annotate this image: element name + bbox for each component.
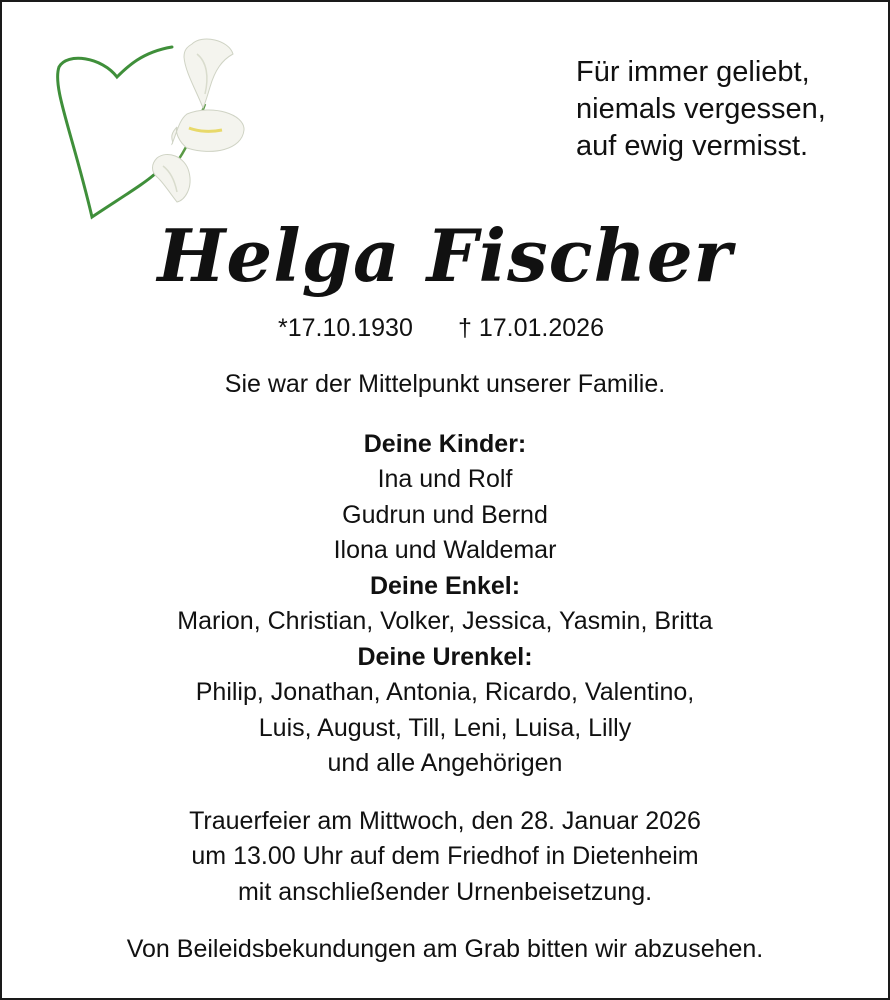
death-date: † 17.01.2026 <box>458 314 604 342</box>
intro-text: Sie war der Mittelpunkt unserer Familie. <box>224 370 666 398</box>
children-line: Ina und Rolf <box>377 465 513 493</box>
ceremony-line: um 13.00 Uhr auf dem Friedhof in Dietenheim <box>191 842 699 870</box>
deceased-name: Helga Fischer <box>157 213 733 298</box>
children-heading: Deine Kinder: <box>363 429 527 458</box>
motto-line: Für immer geliebt, <box>576 56 810 88</box>
great-grandchildren-line: Philip, Jonathan, Antonia, Ricardo, Valentino, <box>195 678 695 706</box>
heart-calla-lily-icon <box>47 32 262 232</box>
great-grandchildren-heading: Deine Urenkel: <box>357 642 533 671</box>
ceremony-line: Trauerfeier am Mittwoch, den 28. Januar 2026 <box>189 806 701 835</box>
motto <box>576 54 876 165</box>
grandchildren-line: Marion, Christian, Volker, Jessica, Yasmin, Britta <box>177 607 713 635</box>
notice-body <box>2 367 888 968</box>
birth-date: *17.10.1930 <box>278 314 413 342</box>
motto-line: niemals vergessen, <box>576 93 826 125</box>
grandchildren-heading: Deine Enkel: <box>369 571 521 600</box>
motto-line: auf ewig vermisst. <box>576 130 809 162</box>
ceremony-line: mit anschließender Urnenbeisetzung. <box>237 877 653 906</box>
relatives-line: und alle Angehörigen <box>327 749 563 777</box>
condolence-request: Von Beileidsbekundungen am Grab bitten wir abzusehen. <box>126 935 764 963</box>
children-line: Gudrun und Bernd <box>342 500 548 529</box>
great-grandchildren-line: Luis, August, Till, Leni, Luisa, Lilly <box>258 713 632 742</box>
children-line: Ilona und Waldemar <box>333 536 557 564</box>
